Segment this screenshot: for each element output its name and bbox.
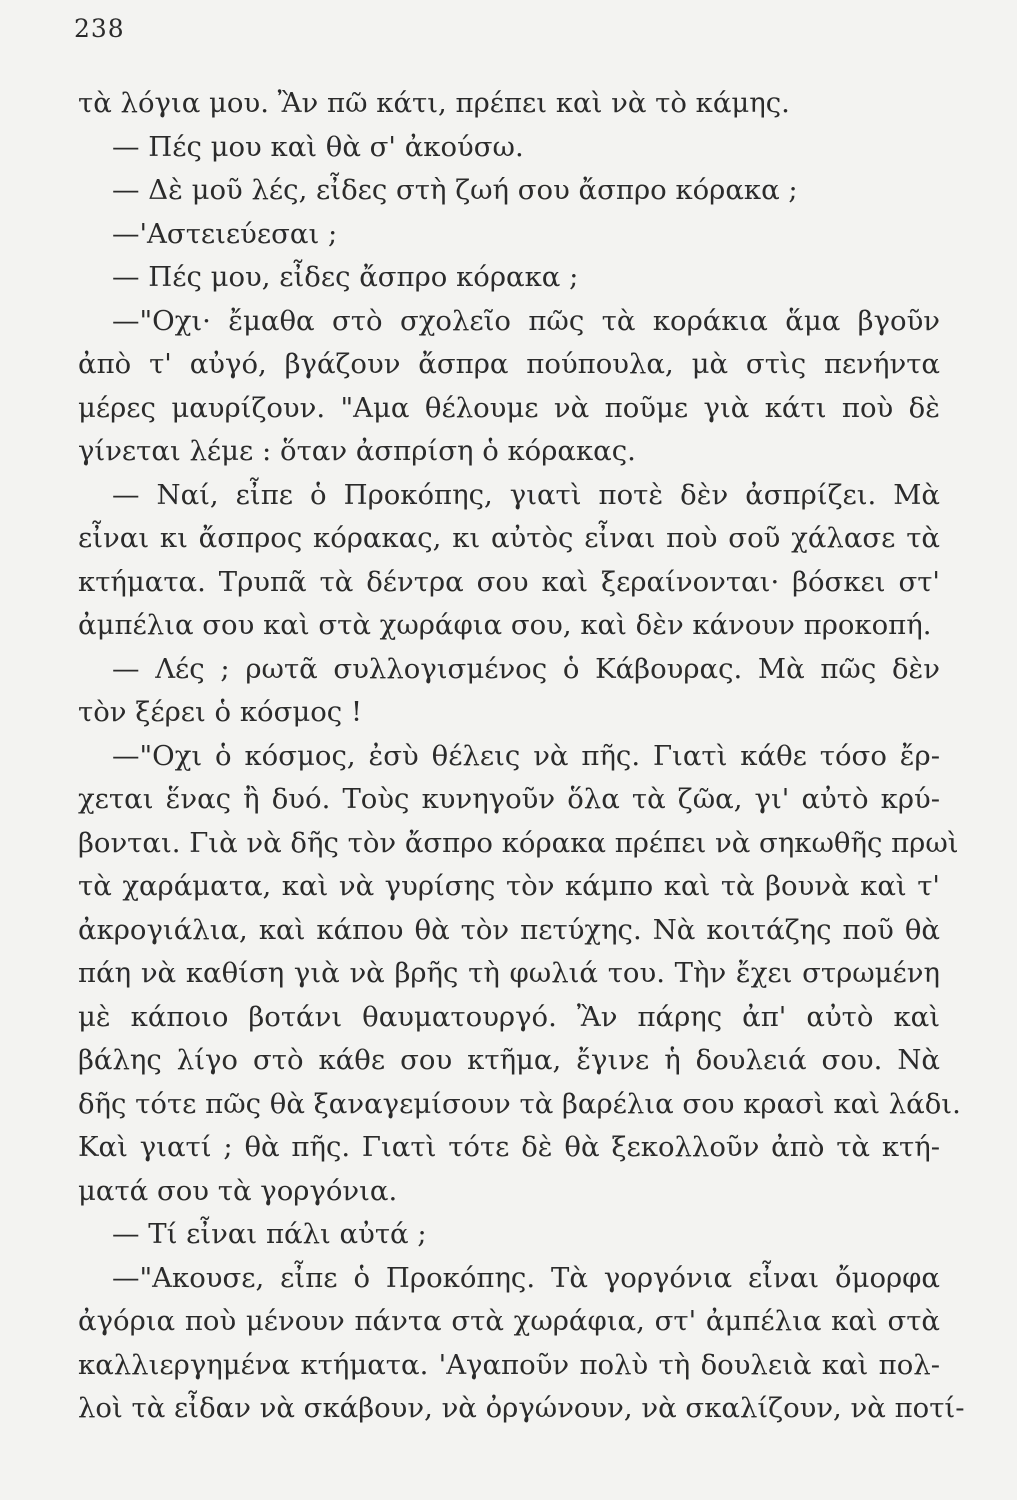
text-line: ματά σου τὰ γοργόνια. [78, 1174, 398, 1207]
text-line: βάλης λίγο στὸ κάθε σου κτῆμα, ἔγινε ἡ δουλειά σου. Νὰ [78, 1044, 940, 1076]
text-line: κτήματα. Τρυπᾶ τὰ δέντρα σου καὶ ξεραίνονται· βόσκει στ' [78, 565, 940, 598]
text-line: — Ναί, εἶπε ὁ Προκόπης, γιατὶ ποτὲ δὲν ἀσπρίζει. Μὰ [112, 478, 940, 511]
text-line: γίνεται λέμε : ὅταν ἀσπρίση ὁ κόρακας. [78, 435, 636, 467]
text-line: — Δὲ μοῦ λές, εἶδες στὴ ζωή σου ἄσπρο κόρακα ; [112, 174, 798, 206]
text-line: βονται. Γιὰ νὰ δῆς τὸν ἄσπρο κόρακα πρέπει νὰ σηκωθῆς πρωὶ [78, 826, 959, 859]
text-line: εἶναι κι ἄσπρος κόρακας, κι αὐτὸς εἶναι ποὺ σοῦ χάλασε τὰ [78, 522, 940, 554]
text-line: καλλιεργημένα κτήματα. 'Αγαποῦν πολὺ τὴ δουλειὰ καὶ πολ- [78, 1348, 940, 1381]
text-line: — Πές μου, εἶδες ἄσπρο κόρακα ; [112, 261, 579, 293]
text-line: —"Ακουσε, εἶπε ὁ Προκόπης. Τὰ γοργόνια εἶναι ὄμορφα [112, 1261, 940, 1294]
body-text [78, 82, 965, 1431]
text-line: ἀκρογιάλια, καὶ κάπου θὰ τὸν πετύχης. Νὰ κοιτάζης ποῦ θὰ [78, 913, 940, 946]
text-line: —'Αστειεύεσαι ; [112, 217, 338, 250]
text-line: Καὶ γιατί ; θὰ πῆς. Γιατὶ τότε δὲ θὰ ξεκολλοῦν ἀπὸ τὰ κτή- [78, 1131, 940, 1163]
text-line: ἀμπέλια σου καὶ στὰ χωράφια σου, καὶ δὲν κάνουν προκοπή. [78, 609, 932, 641]
text-line: τὰ λόγια μου. Ἂν πῶ κάτι, πρέπει καὶ νὰ τὸ κάμης. [78, 87, 790, 119]
text-line: — Πές μου καὶ θὰ σ' ἀκούσω. [112, 130, 524, 163]
text-line: μὲ κάποιο βοτάνι θαυματουργό. Ἂν πάρης ἀπ' αὐτὸ καὶ [78, 1000, 940, 1033]
text-line: ἀγόρια ποὺ μένουν πάντα στὰ χωράφια, στ' ἀμπέλια καὶ στὰ [78, 1305, 940, 1337]
text-line: μέρες μαυρίζουν. "Αμα θέλουμε νὰ ποῦμε γιὰ κάτι ποὺ δὲ [78, 391, 940, 424]
text-line: —"Οχι· ἔμαθα στὸ σχολεῖο πῶς τὰ κοράκια ἅμα βγοῦν [112, 304, 940, 337]
text-line: τὸν ξέρει ὁ κόσμος ! [78, 696, 362, 728]
text-line: λοὶ τὰ εἶδαν νὰ σκάβουν, νὰ ὀργώνουν, νὰ σκαλίζουν, νὰ ποτί- [78, 1392, 965, 1424]
text-line: τὰ χαράματα, καὶ νὰ γυρίσης τὸν κάμπο καὶ τὰ βουνὰ καὶ τ' [78, 870, 940, 902]
text-line: χεται ἕνας ἢ δυό. Τοὺς κυνηγοῦν ὅλα τὰ ζῶα, γι' αὐτὸ κρύ- [78, 783, 940, 815]
text-line: —"Οχι ὁ κόσμος, ἐσὺ θέλεις νὰ πῆς. Γιατὶ κάθε τόσο ἔρ- [112, 739, 940, 772]
text-line: — Λές ; ρωτᾶ συλλογισμένος ὁ Κάβουρας. Μὰ πῶς δὲν [112, 652, 940, 685]
page-number: 238 [74, 14, 125, 43]
text-line: δῆς τότε πῶς θὰ ξαναγεμίσουν τὰ βαρέλια σου κρασὶ καὶ λάδι. [78, 1087, 961, 1120]
text-line: ἀπὸ τ' αὐγό, βγάζουν ἄσπρα πούπουλα, μὰ στὶς πενήντα [78, 348, 940, 380]
text-line: πάη νὰ καθίση γιὰ νὰ βρῆς τὴ φωλιά του. Τὴν ἔχει στρωμένη [78, 957, 940, 989]
text-line: — Τί εἶναι πάλι αὐτά ; [112, 1218, 427, 1250]
